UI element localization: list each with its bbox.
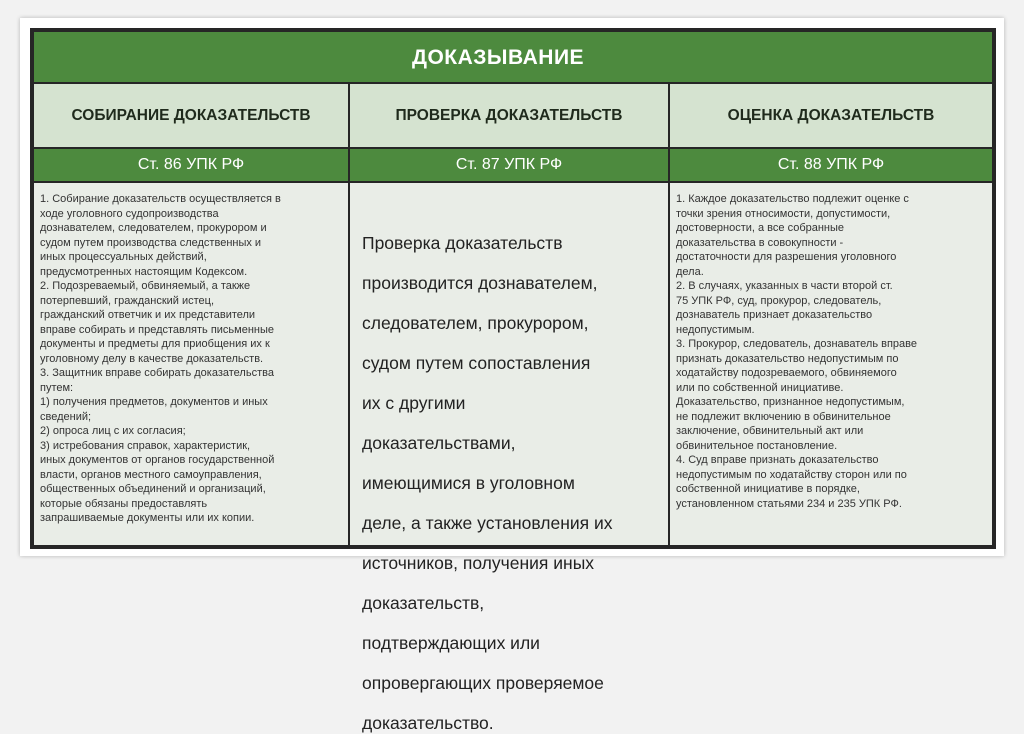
- text-line: ходе уголовного судопроизводства: [40, 207, 348, 222]
- text-line: недопустимым по ходатайству сторон или по: [676, 468, 992, 483]
- text-line: 1. Каждое доказательство подлежит оценке с: [676, 192, 992, 207]
- text-line: гражданский ответчик и их представители: [40, 308, 348, 323]
- text-line: достаточности для разрешения уголовного: [676, 250, 992, 265]
- text-line: судом путем производства следственных и: [40, 236, 348, 251]
- text-line: источников, получения иных: [362, 552, 650, 575]
- evidence-table: [30, 28, 996, 549]
- text-line: потерпевший, гражданский истец,: [40, 294, 348, 309]
- text-line: судом путем сопоставления: [362, 352, 650, 375]
- text-line: доказательство.: [362, 712, 650, 734]
- article-reference-87: Ст. 87 УПК РФ: [350, 149, 668, 181]
- text-line: доказательства в совокупности -: [676, 236, 992, 251]
- text-line: заключение, обвинительный акт или: [676, 424, 992, 439]
- text-line: 3. Прокурор, следователь, дознаватель вправе: [676, 337, 992, 352]
- article-reference-86: Ст. 86 УПК РФ: [34, 149, 348, 181]
- text-line: имеющимися в уголовном: [362, 472, 650, 495]
- text-line: сведений;: [40, 410, 348, 425]
- text-line: 3. Защитник вправе собирать доказательства: [40, 366, 348, 381]
- article-reference-88: Ст. 88 УПК РФ: [670, 149, 992, 181]
- text-line: общественных объединений и организаций,: [40, 482, 348, 497]
- text-line: 2) опроса лиц с их согласия;: [40, 424, 348, 439]
- text-line: 2. В случаях, указанных в части второй ст.: [676, 279, 992, 294]
- text-line: подтверждающих или: [362, 632, 650, 655]
- text-line: 75 УПК РФ, суд, прокурор, следователь,: [676, 294, 992, 309]
- text-line: Доказательство, признанное недопустимым,: [676, 395, 992, 410]
- text-line: производится дознавателем,: [362, 272, 650, 295]
- text-line: иных процессуальных действий,: [40, 250, 348, 265]
- text-line: путем:: [40, 381, 348, 396]
- text-line: документы и предметы для приобщения их к: [40, 337, 348, 352]
- text-line: 3) истребования справок, характеристик,: [40, 439, 348, 454]
- text-line: не подлежит включению в обвинительное: [676, 410, 992, 425]
- text-line: 2. Подозреваемый, обвиняемый, а также: [40, 279, 348, 294]
- collection-text-cell: [34, 183, 348, 545]
- text-line: власти, органов местного самоуправления,: [40, 468, 348, 483]
- text-line: обвинительное постановление.: [676, 439, 992, 454]
- column-heading-verification: ПРОВЕРКА ДОКАЗАТЕЛЬСТВ: [350, 84, 668, 147]
- text-line: признать доказательство недопустимым по: [676, 352, 992, 367]
- slide: [20, 18, 1004, 556]
- text-line: Проверка доказательств: [362, 232, 650, 255]
- text-line: 1) получения предметов, документов и иных: [40, 395, 348, 410]
- text-line: достоверности, а все собранные: [676, 221, 992, 236]
- text-line: 1. Собирание доказательств осуществляется в: [40, 192, 348, 207]
- text-line: деле, а также установления их: [362, 512, 650, 535]
- text-line: доказательств,: [362, 592, 650, 615]
- text-line: точки зрения относимости, допустимости,: [676, 207, 992, 222]
- text-line: доказательствами,: [362, 432, 650, 455]
- evaluation-text-cell: [670, 183, 992, 545]
- text-line: вправе собирать и представлять письменные: [40, 323, 348, 338]
- text-line: или по собственной инициативе.: [676, 381, 992, 396]
- text-line: запрашиваемые документы или их копии.: [40, 511, 348, 526]
- text-line: опровергающих проверяемое: [362, 672, 650, 695]
- text-line: дознавателем, следователем, прокурором и: [40, 221, 348, 236]
- text-line: ходатайству подозреваемого, обвиняемого: [676, 366, 992, 381]
- text-line: которые обязаны предоставлять: [40, 497, 348, 512]
- text-line: дела.: [676, 265, 992, 280]
- text-line: собственной инициативе в порядке,: [676, 482, 992, 497]
- text-line: их с другими: [362, 392, 650, 415]
- text-line: установленном статьями 234 и 235 УПК РФ.: [676, 497, 992, 512]
- text-line: следователем, прокурором,: [362, 312, 650, 335]
- verification-text-cell: [350, 183, 668, 545]
- text-line: иных документов от органов государственной: [40, 453, 348, 468]
- text-line: предусмотренных настоящим Кодексом.: [40, 265, 348, 280]
- text-line: 4. Суд вправе признать доказательство: [676, 453, 992, 468]
- column-heading-evaluation: ОЦЕНКА ДОКАЗАТЕЛЬСТВ: [670, 84, 992, 147]
- column-heading-collection: СОБИРАНИЕ ДОКАЗАТЕЛЬСТВ: [34, 84, 348, 147]
- table-title: ДОКАЗЫВАНИЕ: [34, 32, 992, 82]
- text-line: уголовному делу в качестве доказательств.: [40, 352, 348, 367]
- text-line: недопустимым.: [676, 323, 992, 338]
- text-line: дознаватель признает доказательство: [676, 308, 992, 323]
